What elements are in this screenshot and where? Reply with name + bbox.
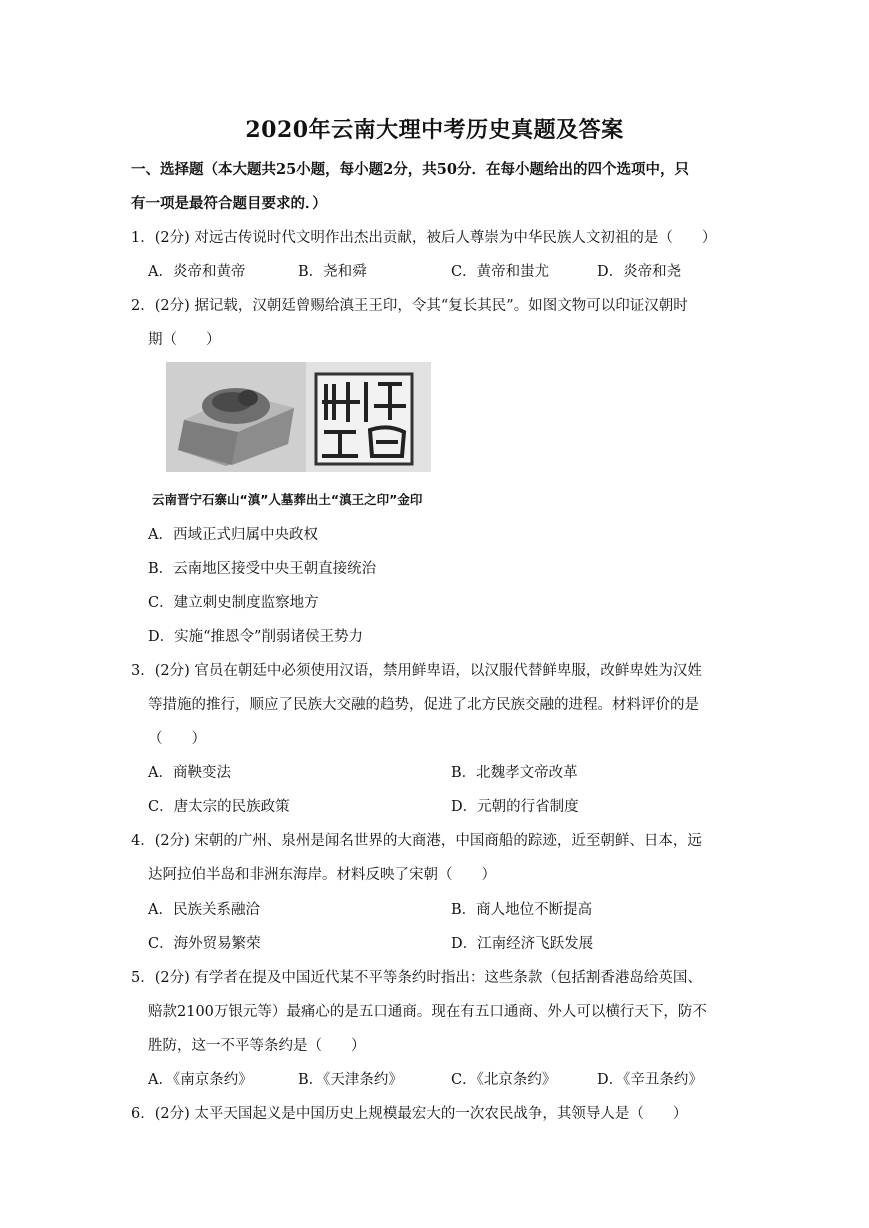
question-5-option-d: D．《辛丑条约》 [597, 1072, 703, 1088]
question-6-text: 6．(2分) 太平天国起义是中国历史上规模最宏大的一次农民战争，其领导人是（ ） [131, 1106, 688, 1122]
question-3-option-d: D．元朝的行省制度 [451, 799, 579, 815]
question-2-option-a: A．西域正式归属中央政权 [148, 527, 318, 543]
question-2-option-d: D．实施“推恩令”削弱诸侯王势力 [148, 629, 363, 645]
question-5-text-line-1: 5．(2分) 有学者在提及中国近代某不平等条约时指出：这些条款（包括割香港岛给英国、 [131, 970, 702, 986]
seal-photo [166, 362, 431, 472]
question-1-option-d: D．炎帝和尧 [597, 264, 682, 280]
page-title: 2020年云南大理中考历史真题及答案 [245, 117, 624, 143]
question-4-option-c: C．海外贸易繁荣 [148, 936, 261, 952]
question-3-option-c: C．唐太宗的民族政策 [148, 799, 290, 815]
question-4-text-line-2: 达阿拉伯半岛和非洲东海岸。材料反映了宋朝（ ） [148, 867, 496, 883]
question-4-option-b: B．商人地位不断提高 [451, 902, 593, 918]
question-5-text-line-3: 胜防，这一不平等条约是（ ） [148, 1038, 366, 1054]
question-2-text-line-1: 2．(2分) 据记载，汉朝廷曾赐给滇王王印，令其“复长其民”。如图文物可以印证汉朝时 [131, 298, 688, 314]
question-3-option-a: A．商鞅变法 [148, 765, 231, 781]
question-4-text-line-1: 4．(2分) 宋朝的广州、泉州是闻名世界的大商港，中国商船的踪迹，近至朝鲜、日本，远 [131, 833, 702, 849]
question-2-text-line-2: 期（ ） [148, 332, 221, 348]
seal-illustration [166, 362, 431, 472]
question-1-option-a: A．炎帝和黄帝 [148, 264, 246, 280]
image-caption: 云南晋宁石寨山“滇”人墓葬出土“滇王之印”金印 [152, 492, 423, 507]
question-1-option-b: B．尧和舜 [298, 264, 367, 280]
question-1-option-c: C．黄帝和蚩尤 [451, 264, 550, 280]
question-3-text-line-3: （ ） [148, 731, 206, 747]
question-5-option-a: A．《南京条约》 [148, 1072, 253, 1088]
question-4-option-a: A．民族关系融洽 [148, 902, 260, 918]
section-heading-line-1: 一、选择题（本大题共25小题，每小题2分，共50分．在每小题给出的四个选项中，只 [131, 161, 689, 178]
question-3-text-line-2: 等措施的推行，顺应了民族大交融的趋势，促进了北方民族交融的进程。材料评价的是 [148, 697, 699, 713]
question-2-option-c: C．建立刺史制度监察地方 [148, 595, 319, 611]
question-5-option-b: B．《天津条约》 [298, 1072, 403, 1088]
question-2-option-b: B．云南地区接受中央王朝直接统治 [148, 561, 377, 577]
question-1-text: 1．(2分) 对远古传说时代文明作出杰出贡献，被后人尊崇为中华民族人文初祖的是（ ） [131, 230, 717, 246]
question-3-option-b: B．北魏孝文帝改革 [451, 765, 578, 781]
question-4-option-d: D．江南经济飞跃发展 [451, 936, 594, 952]
question-5-text-line-2: 赔款2100万银元等）最痛心的是五口通商。现在有五口通商、外人可以横行天下，防不 [148, 1004, 707, 1020]
question-3-text-line-1: 3．(2分) 官员在朝廷中必须使用汉语，禁用鲜卑语，以汉服代替鲜卑服，改鲜卑姓为汉姓 [131, 663, 702, 679]
section-heading-line-2: 有一项是最符合题目要求的．） [131, 195, 327, 212]
question-5-option-c: C．《北京条约》 [451, 1072, 557, 1088]
